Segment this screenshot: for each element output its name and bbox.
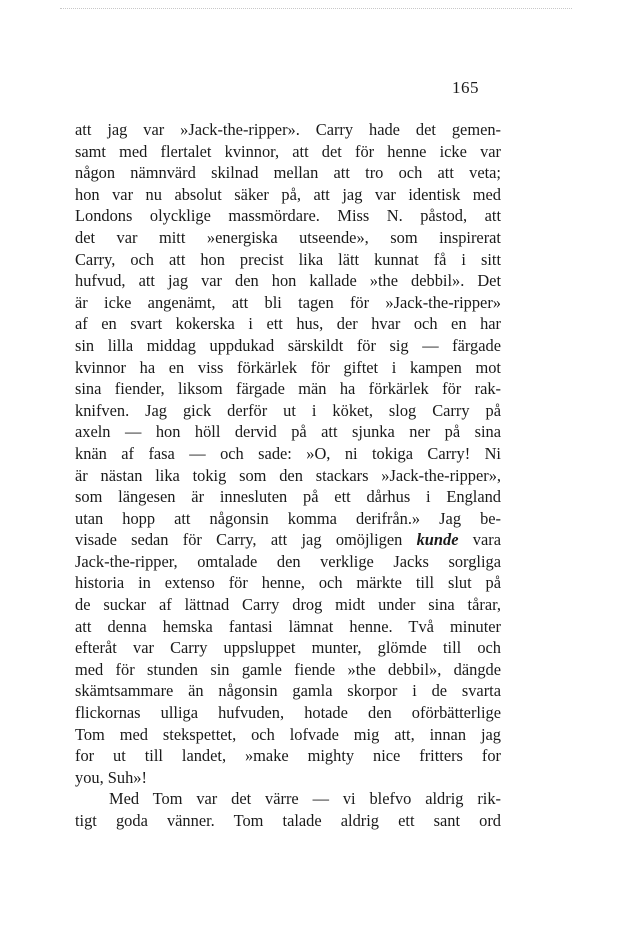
text-line: är icke angenämt, att bli tagen för »Jack-the-ripper»	[75, 292, 501, 312]
text-line: af en svart kokerska i ett hus, der hvar och en har	[75, 314, 501, 334]
line-text-after: vara	[458, 530, 501, 550]
text-line: skämtsammare än någonsin gamla skorpor i de svarta	[75, 681, 501, 701]
text-line-with-emphasis	[75, 529, 501, 551]
text-line: Med Tom var det värre — vi blefvo aldrig rik-	[109, 789, 501, 809]
text-line: utan hopp att någonsin komma derifrån.» Jag be-	[75, 508, 501, 528]
text-line: det var mitt »energiska utseende», som inspirerat	[75, 227, 501, 247]
text-line: sina fiender, liksom färgade män ha förkärlek för rak-	[75, 379, 501, 399]
text-line: Londons olycklige massmördare. Miss N. påstod, att	[75, 206, 501, 226]
text-line: flickornas ulliga hufvuden, hotade den oförbätterlige	[75, 703, 501, 723]
text-line: någon nämnvärd skilnad mellan att tro och att veta;	[75, 163, 501, 183]
text-line: är nästan lika tokig som den stackars »Jack-the-ripper»,	[75, 465, 501, 485]
text-line: for ut till landet, »make mighty nice fritters for	[75, 746, 501, 766]
text-line: historia in extenso för henne, och märkte till slut på	[75, 573, 501, 593]
text-line: kvinnor ha en viss förkärlek för giftet i kampen mot	[75, 357, 501, 377]
text-line: Carry, och att hon precist lika lätt kunnat få i sitt	[75, 249, 501, 269]
text-line: you, Suh»!	[75, 767, 147, 787]
text-line: tigt goda vänner. Tom talade aldrig ett sant ord	[75, 811, 501, 830]
top-edge-rule	[60, 8, 572, 10]
text-line: hon var nu absolut säker på, att jag var identisk med	[75, 184, 501, 204]
text-line: hufvud, att jag var den hon kallade »the debbil». Det	[75, 271, 501, 291]
text-line: Jack-the-ripper, omtalade den verklige Jacks sorgliga	[75, 551, 501, 571]
text-line: samt med flertalet kvinnor, att det för henne icke var	[75, 141, 501, 161]
text-line: knän af fasa — och sade: »O, ni tokiga Carry! Ni	[75, 443, 501, 463]
page-number: 165	[452, 78, 479, 97]
text-line: efteråt var Carry uppsluppet munter, glömde till och	[75, 638, 501, 658]
text-line: Tom med stekspettet, och lofvade mig att, innan jag	[75, 724, 501, 744]
text-line: sin lilla middag uppdukad särskildt för sig — färgade	[75, 335, 501, 355]
text-line: de suckar af lättnad Carry drog midt under sina tårar,	[75, 595, 501, 615]
paragraph-2	[75, 788, 501, 831]
body-text	[75, 119, 501, 832]
paragraph-1	[75, 119, 501, 788]
emphasized-word: kunde	[416, 530, 459, 550]
text-line: med för stunden sin gamle fiende »the debbil», dängde	[75, 659, 501, 679]
text-line: knifven. Jag gick derför ut i köket, slog Carry på	[75, 400, 501, 420]
text-line: att jag var »Jack-the-ripper». Carry hade det gemen-	[75, 120, 501, 139]
line-text-before: visade sedan för Carry, att jag omöjligen	[75, 530, 417, 550]
text-line: att denna hemska fantasi lämnat henne. Två minuter	[75, 616, 501, 636]
text-line: som längesen är innesluten på ett dårhus i England	[75, 487, 501, 507]
text-line: axeln — hon höll dervid på att sjunka ner på sina	[75, 422, 501, 442]
